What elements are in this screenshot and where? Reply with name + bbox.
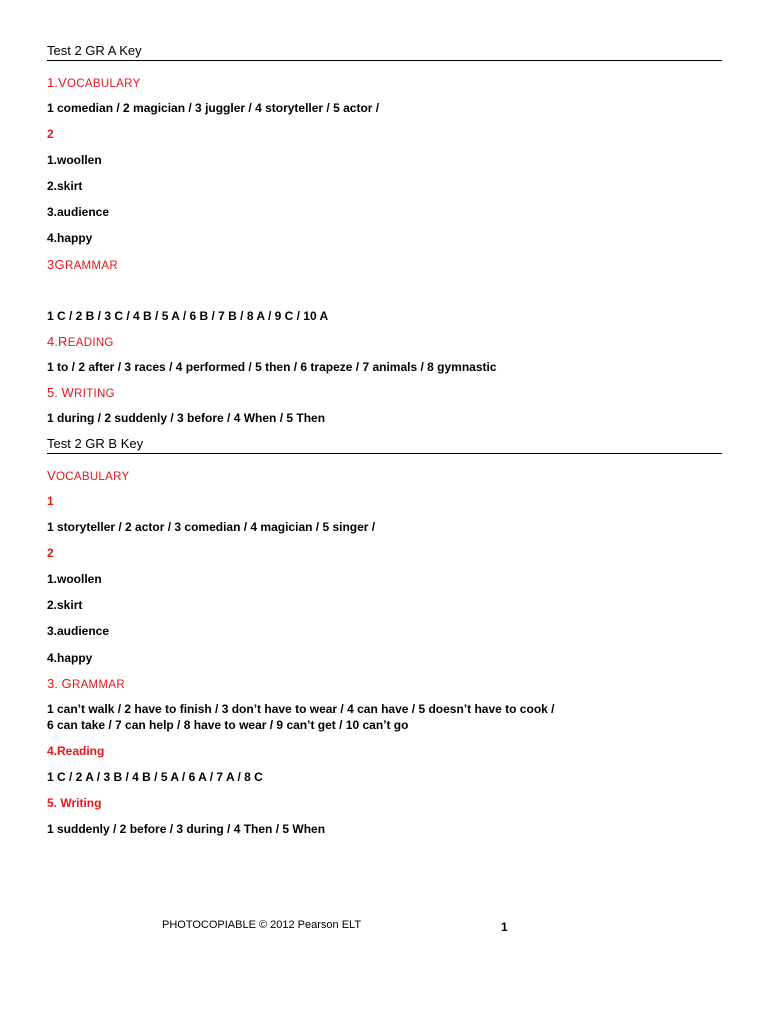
key-a-title: Test 2 GR A Key — [47, 43, 142, 58]
page-number: 1 — [501, 920, 508, 934]
key-a-section2-heading: 2 — [47, 127, 54, 141]
key-b-section2-item: 3.audience — [47, 624, 110, 638]
key-b-section2-item: 2.skirt — [47, 598, 83, 612]
key-a-reading-heading: 4.READING — [47, 334, 114, 349]
key-b-section2-heading: 2 — [47, 546, 54, 560]
key-b-grammar-answers-line2: 6 can take / 7 can help / 8 have to wear / 9 can’t get / 10 can’t go — [47, 718, 409, 732]
key-a-section2-item: 2.skirt — [47, 179, 83, 193]
key-a-section2-item: 1.woollen — [47, 153, 102, 167]
key-a-vocab-answers: 1 comedian / 2 magician / 3 juggler / 4 storyteller / 5 actor / — [47, 101, 380, 115]
key-a-reading-answers: 1 to / 2 after / 3 races / 4 performed / 5 then / 6 trapeze / 7 animals / 8 gymnastic — [47, 360, 497, 374]
key-a-vocab-heading: 1.VOCABULARY — [47, 75, 141, 90]
key-a-writing-heading: 5. WRITING — [47, 385, 115, 400]
key-b-section2-item: 4.happy — [47, 651, 93, 665]
key-a-grammar-answers: 1 C / 2 B / 3 C / 4 B / 5 A / 6 B / 7 B / 8 A / 9 C / 10 A — [47, 309, 329, 323]
key-a-title-rule — [47, 60, 722, 61]
footer-copyright: PHOTOCOPIABLE © 2012 Pearson ELT — [162, 919, 362, 931]
key-b-vocab-heading: VOCABULARY — [47, 468, 130, 483]
key-b-section1-answers: 1 storyteller / 2 actor / 3 comedian / 4 magician / 5 singer / — [47, 520, 376, 534]
key-b-title-rule — [47, 453, 722, 454]
key-b-writing-answers: 1 suddenly / 2 before / 3 during / 4 Then / 5 When — [47, 822, 326, 836]
key-b-writing-heading: 5. Writing — [47, 796, 102, 810]
key-b-section1-heading: 1 — [47, 494, 54, 508]
key-a-writing-answers: 1 during / 2 suddenly / 3 before / 4 When / 5 Then — [47, 411, 326, 425]
key-b-title: Test 2 GR B Key — [47, 436, 144, 451]
key-a-grammar-heading: 3GRAMMAR — [47, 257, 118, 272]
key-a-section2-item: 3.audience — [47, 205, 110, 219]
key-b-reading-answers: 1 C / 2 A / 3 B / 4 B / 5 A / 6 A / 7 A / 8 C — [47, 770, 263, 784]
key-b-reading-heading: 4.Reading — [47, 744, 105, 758]
key-b-grammar-answers-line1: 1 can’t walk / 2 have to finish / 3 don’t have to wear / 4 can have / 5 doesn’t have to cook / — [47, 702, 555, 716]
key-b-section2-item: 1.woollen — [47, 572, 102, 586]
key-a-section2-item: 4.happy — [47, 231, 93, 245]
key-b-grammar-heading: 3. GRAMMAR — [47, 676, 125, 691]
